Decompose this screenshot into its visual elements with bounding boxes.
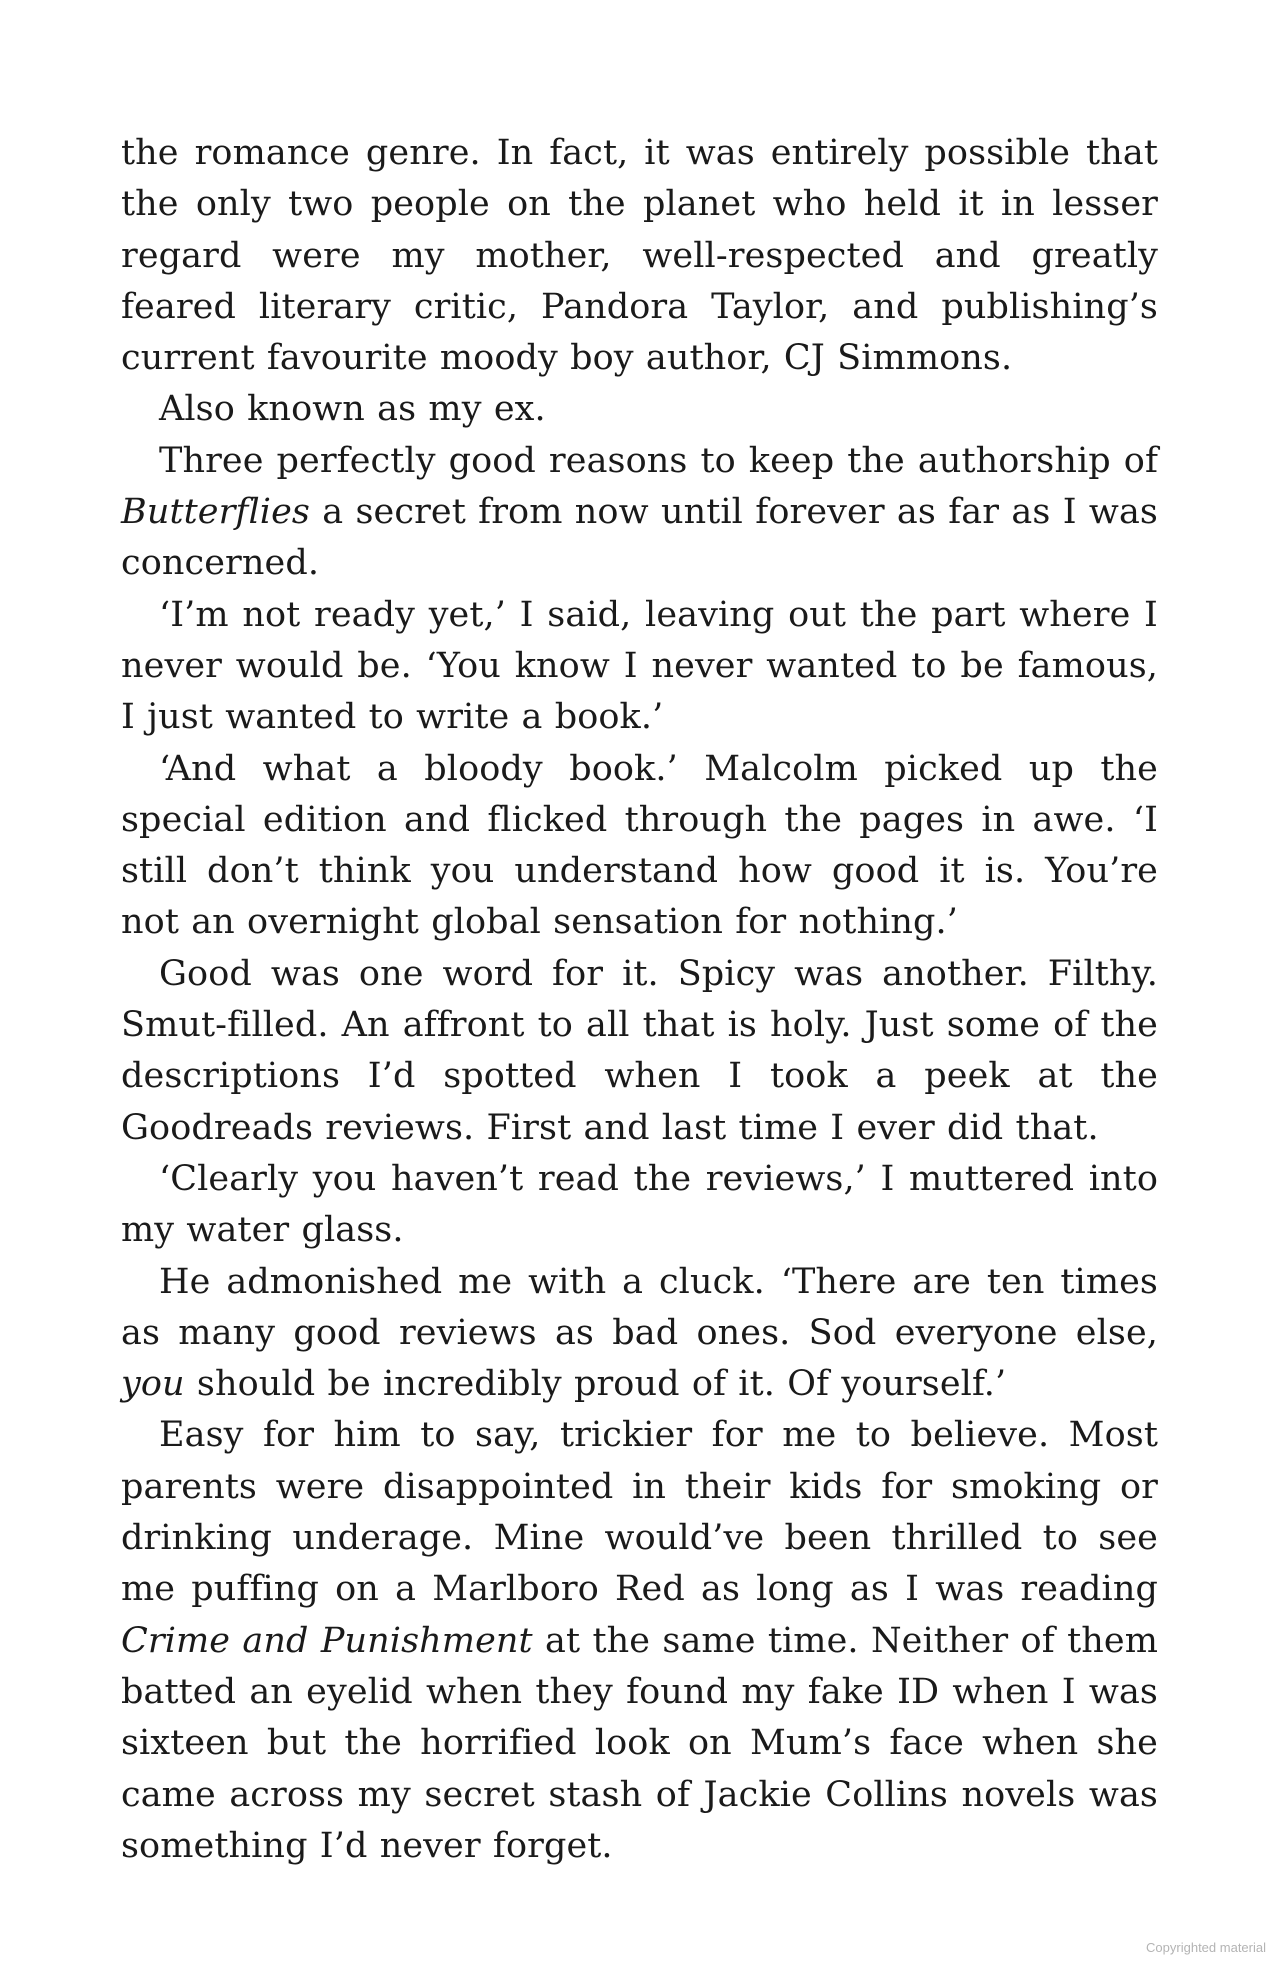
text-run: Easy for him to say, trickier for me to believe. Most parents were disappointed in their kids for smoking or drinking underage. Mine would’ve been thrilled to see me puffing on a Marlboro Red as long as I was reading bbox=[121, 1415, 1158, 1610]
text-run: He admonished me with a cluck. ‘There are ten times as many good reviews as bad ones. Sod everyone else, bbox=[121, 1261, 1158, 1353]
paragraph: the romance genre. In fact, it was entirely possible that the only two people on the planet who held it in lesser regard were my mother, well-respected and greatly feared literary critic, Pandora Taylor, and publishing’s current favourite moody boy author, CJ Simmons. bbox=[121, 133, 1158, 379]
paragraph bbox=[121, 1410, 1158, 1872]
paragraph bbox=[121, 1257, 1158, 1411]
italic-emphasis: you bbox=[121, 1364, 185, 1405]
italic-title: Crime and Punishment bbox=[121, 1620, 533, 1661]
paragraph bbox=[121, 436, 1158, 590]
book-page-text bbox=[121, 128, 1158, 1872]
text-run: a secret from now until forever as far as I was concerned. bbox=[121, 492, 1158, 584]
text-run: should be incredibly proud of it. Of yourself.’ bbox=[184, 1364, 1007, 1405]
paragraph: ‘And what a bloody book.’ Malcolm picked up the special edition and flicked through the pages in awe. ‘I still don’t think you understand how good it is. You’re not an overnight global sensation for nothing.’ bbox=[121, 748, 1158, 943]
copyright-watermark: Copyrighted material bbox=[1146, 1940, 1266, 1955]
paragraph: ‘I’m not ready yet,’ I said, leaving out the part where I never would be. ‘You know I never wanted to be famous, I just wanted to write a book.’ bbox=[121, 594, 1158, 738]
paragraph: ‘Clearly you haven’t read the reviews,’ I muttered into my water glass. bbox=[121, 1158, 1158, 1251]
paragraph: Good was one word for it. Spicy was another. Filthy. Smut-filled. An affront to all that is holy. Just some of the descriptions I’d spotted when I took a peek at the Goodreads reviews. First and last time I ever did that. bbox=[121, 953, 1158, 1148]
paragraph: Also known as my ex. bbox=[159, 389, 546, 430]
text-run: at the same time. Neither of them batted an eyelid when they found my fake ID when I was sixteen but the horrified look on Mum’s face when she came across my secret stash of Jackie Collins novels was something I’d never forget. bbox=[121, 1620, 1158, 1866]
italic-title: Butterflies bbox=[121, 492, 310, 533]
text-run: Three perfectly good reasons to keep the authorship of bbox=[159, 440, 1158, 481]
